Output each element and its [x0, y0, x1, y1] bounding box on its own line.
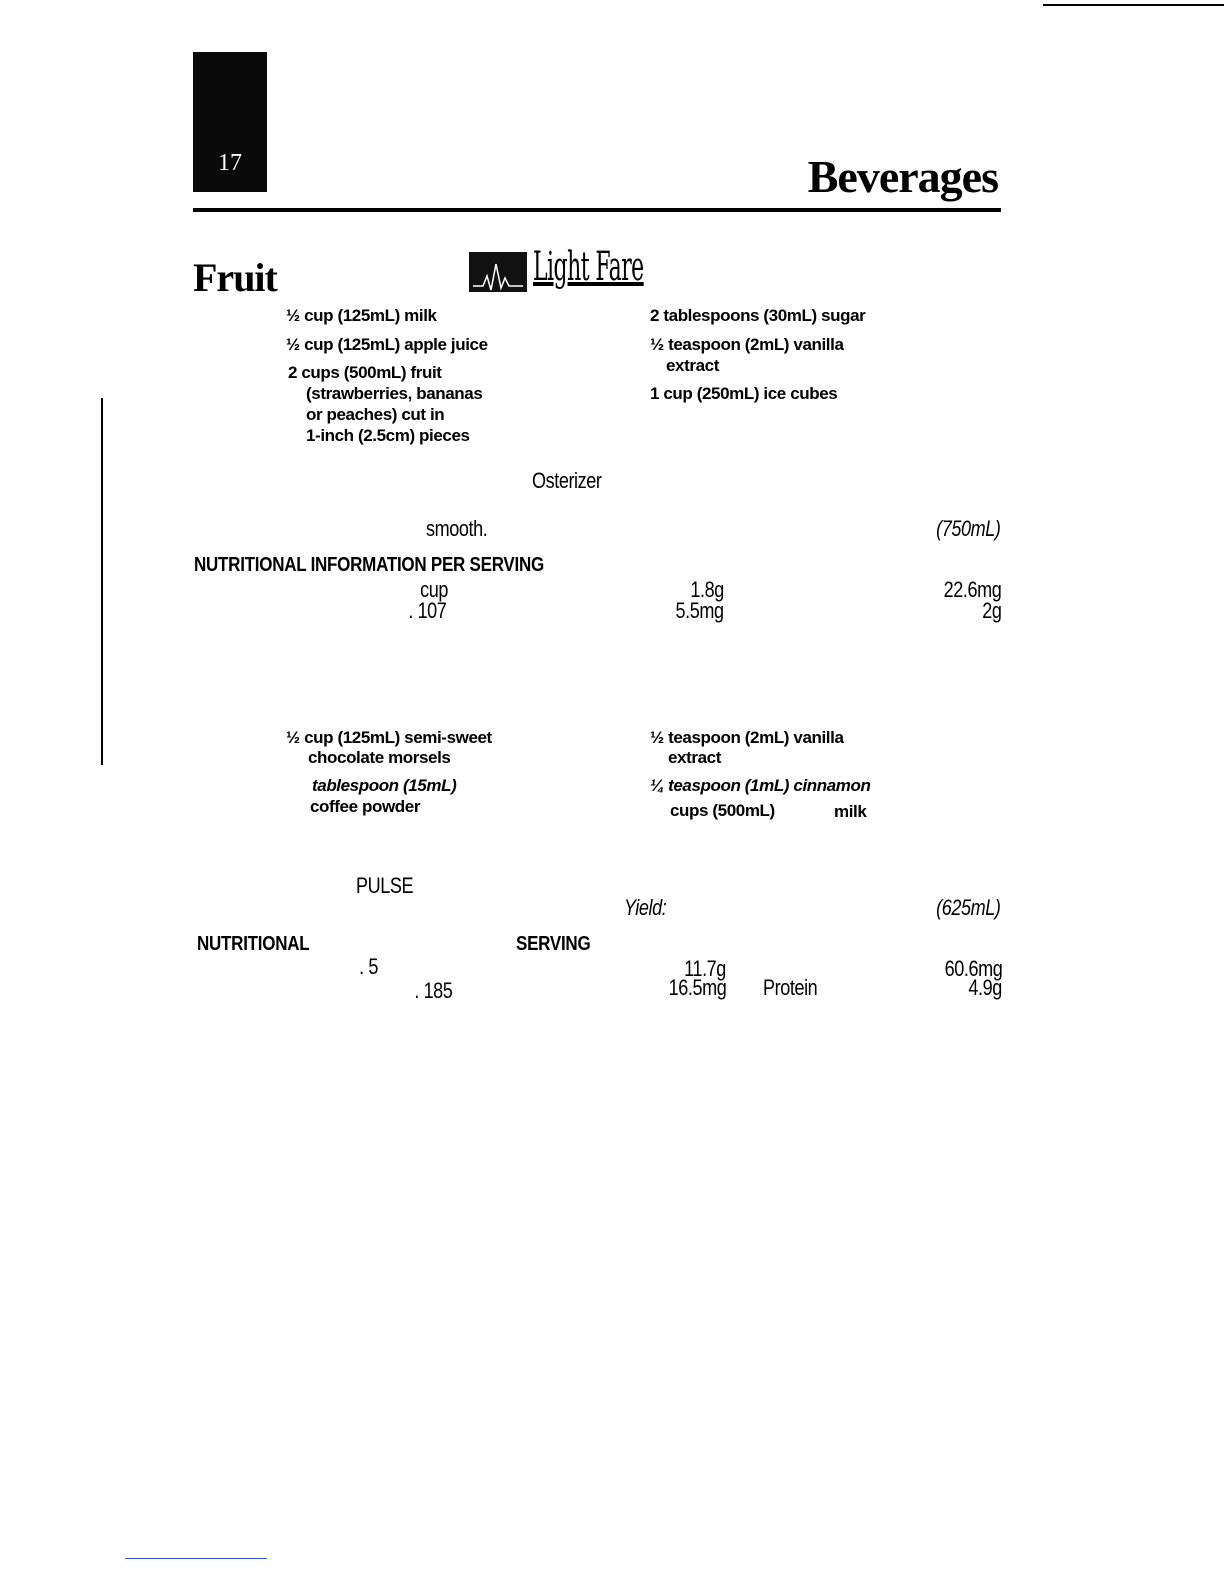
nutrition-value: 2g [981, 598, 1001, 623]
ingredient-left-3: 2 cups (500mL) fruit [288, 363, 442, 382]
light-fare-logo-icon [469, 252, 527, 292]
instruction-word: Osterizer [532, 468, 602, 493]
ingredient-right-1: ½ teaspoon (2mL) vanilla [650, 728, 844, 747]
nutrition-value: . 185 [413, 978, 452, 1003]
ingredient-left-4: coffee powder [310, 797, 421, 816]
ingredient-right-4: 1 cup (250mL) ice cubes [650, 384, 838, 403]
nutrition-value: 5.5mg [675, 598, 724, 623]
nutrition-value: 11.7g [684, 956, 726, 981]
yield-amount: (750mL) [935, 516, 1000, 541]
ingredient-right-2: ½ teaspoon (2mL) vanilla [650, 335, 844, 354]
nutrition-value: 22.6mg [943, 577, 1001, 602]
nutrition-heading: SERVING [516, 933, 591, 955]
nutrition-value: 16.5mg [668, 975, 726, 1000]
corner-rule [1043, 4, 1224, 6]
nutrition-value: . 107 [407, 598, 446, 623]
heartbeat-icon [469, 252, 527, 292]
nutrition-value: 1.8g [690, 577, 724, 602]
recipe-title: Fruit [193, 255, 277, 300]
yield-amount: (625mL) [935, 895, 1000, 920]
bottom-line [125, 1558, 267, 1559]
ingredient-right-2: extract [668, 748, 721, 767]
ingredient-left-3: tablespoon (15mL) [312, 776, 457, 795]
nutrition-label: Protein [763, 975, 818, 1000]
nutrition-value: . 5 [359, 954, 378, 979]
instruction-end: smooth. [426, 516, 488, 541]
ingredient-left-2: chocolate morsels [308, 748, 451, 767]
ingredient-left-4: (strawberries, bananas [306, 384, 483, 403]
nutrition-value: cup [420, 577, 448, 602]
ingredient-right-3: extract [666, 356, 719, 375]
page-number: 17 [218, 150, 242, 176]
ingredient-left-2: ½ cup (125mL) apple juice [286, 335, 488, 354]
ingredient-right-4: cups (500mL) [670, 801, 775, 820]
ingredient-left-1: ½ cup (125mL) milk [286, 306, 437, 325]
ingredient-right-3: ¼ teaspoon (1mL) cinnamon [650, 776, 871, 795]
nutrition-value: 4.9g [968, 975, 1002, 1000]
instruction-word: PULSE [356, 873, 414, 898]
margin-line [101, 398, 103, 765]
nutrition-value: 60.6mg [944, 956, 1002, 981]
ingredient-left-5: or peaches) cut in [306, 405, 445, 424]
yield-label: Yield: [624, 895, 667, 920]
nutrition-heading: NUTRITIONAL [197, 933, 310, 955]
light-fare-label: Light Fare [533, 244, 644, 290]
ingredient-left-1: ½ cup (125mL) semi-sweet [286, 728, 492, 747]
nutrition-heading: NUTRITIONAL INFORMATION PER SERVING [194, 554, 544, 576]
chapter-title: Beverages [807, 151, 998, 202]
ingredient-right-5: milk [834, 802, 867, 821]
ingredient-left-6: 1-inch (2.5cm) pieces [306, 426, 470, 445]
ingredient-right-1: 2 tablespoons (30mL) sugar [650, 306, 866, 325]
header-rule [193, 208, 1001, 212]
